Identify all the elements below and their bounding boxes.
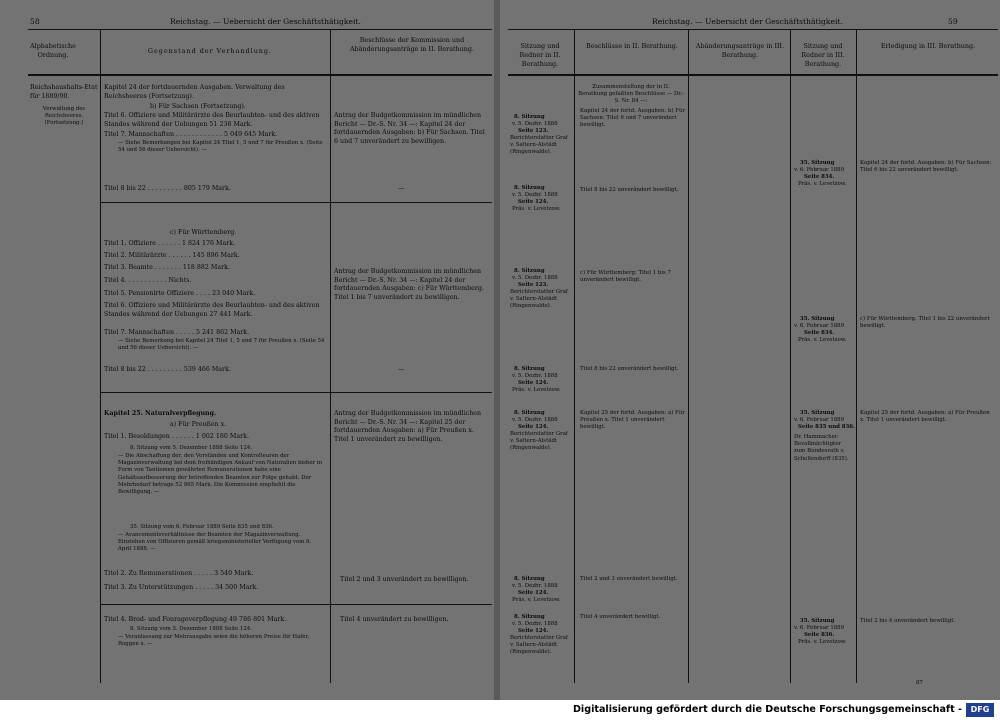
resolution-k25-t4: Titel 4 unverändert bewilligt.: [580, 614, 661, 620]
header-top-rule: [508, 29, 998, 30]
running-head-left: Reichstag. — Uebersicht der Geschäftsthätigkeit.: [170, 17, 361, 26]
sitting-8b-page: Seite 124.: [518, 199, 549, 205]
col-header-amendments-iii: Abänderungsanträge in III. Berathung.: [695, 42, 785, 59]
summary-heading: Zusammenstellung der in II. Berathung gefaßten Beschlüsse — Dr.-S. Nr. 84 —:: [578, 84, 684, 105]
right-page: [500, 0, 1000, 700]
k25-title-4: Titel 4. Brod- und Fourageverpflegung 49 786 801 Mark.: [104, 616, 287, 623]
dash: —: [398, 185, 405, 192]
col-divider: [688, 29, 689, 683]
sitting-8c-page: Seite 123.: [518, 282, 549, 288]
sitting-8a: 8. Sitzung: [514, 114, 545, 120]
wuertt-title-5: Titel 5. Pensionirte Offiziere . . . . 23 040 Mark.: [104, 290, 256, 297]
k25-note: — Die Abschaffung der, den Vorständen und Kontrolleuren der Magazinverwaltung bei dem freihändigen Ankauf von Naturalien bisher in Form von Tantiemen gewährten Remunerationen habe eine Gehaltsaufbesserung der betreffenden Beamten zur Folge gehabt. Der Mehrbedarf betrage 52 865 Mark. Die Kommission empfiehlt die Bewilligung. —: [118, 453, 323, 496]
wuerttemberg-heading: c) Für Württemberg.: [170, 229, 237, 236]
sitting-8c-speaker: Berichterstatter Graf v. Saltern-Alstädt (Ringenwalde).: [510, 289, 568, 310]
col-header-subject: Gegenstand der Verhandlung.: [147, 47, 273, 55]
wuertt-title-3: Titel 3. Beamte . . . . . . . 118 882 Mark.: [104, 264, 230, 271]
sachsen-title-7: Titel 7. Mannschaften . . . . . . . . . . . . 5 049 645 Mark.: [104, 131, 278, 138]
sachsen-title-7-note: — Siehe Bemerkungen bei Kapitel 24 Titel 1, 5 und 7 für Preußen x. (Seite 54 und 56 dieser Uebersicht). —: [118, 140, 323, 154]
col-divider: [100, 29, 101, 683]
disposal-k25-t24: Titel 2 bis 4 unverändert bewilligt.: [860, 618, 956, 624]
header-bottom-rule: [28, 74, 492, 76]
sachsen-title-6: Titel 6. Offiziere und Militärärzte des Beurlaubten- und des aktiven Standes während der Uebungen 51 236 Mark.: [104, 112, 320, 128]
sitting-8c-date: v. 5. Dezbr. 1888: [512, 275, 558, 281]
k25-t4-note: — Veranlassung zur Mehrausgabe seien die höheren Preise für Hafer, Roggen x. —: [118, 634, 310, 648]
sitting-8f-page: Seite 124.: [518, 590, 549, 596]
sitting-35c-page: Seite 835 und 836.: [798, 424, 855, 430]
k25-title-3: Titel 3. Zu Unterstützungen . . . . . 34 500 Mark.: [104, 584, 259, 591]
resolution-k25-t23: Titel 2 und 3 unverändert bewilligt.: [580, 576, 678, 582]
resolution-k25: Kapitel 25 der fortd. Ausgaben: a) Für Preußen x. Titel 1 unverändert bewilligt.: [580, 410, 685, 431]
sitting-8a-date: v. 5. Dezbr. 1888: [512, 121, 558, 127]
k25-title-1: Titel 1. Besoldungen . . . . . . 1 002 180 Mark.: [104, 433, 249, 440]
sitting-8a-speaker: Berichterstatter Graf v. Saltern-Alstädt (Ringenwalde).: [510, 135, 568, 156]
sitting-35d-page: Seite 836.: [804, 632, 835, 638]
col-header-resolutions: Beschlüsse der Kommission und Abänderungsanträge in II. Berathung.: [349, 36, 475, 53]
k25-sitting: 8. Sitzung vom 5. Dezember 1888 Seite 124.: [130, 445, 253, 451]
sitting-8g-page: Seite 124.: [518, 628, 549, 634]
sachsen-heading: b) Für Sachsen (Fortsetzung).: [150, 103, 246, 110]
sitting-8b-date: v. 5. Dezbr. 1888: [512, 192, 558, 198]
wuertt-title-1: Titel 1. Offiziere . . . . . . 1 824 176 Mark.: [104, 240, 236, 247]
sitting-8e-date: v. 5. Dezbr. 1888: [512, 417, 558, 423]
sitting-8e-page: Seite 124.: [518, 424, 549, 430]
page-number-right: 59: [948, 17, 958, 26]
col-header-resolutions-ii: Beschlüsse in II. Berathung.: [586, 42, 678, 50]
sitting-35c-speaker: Dr. Hammacher. Bevollmächtigter zum Bundesrath v. Schellendorff (835).: [794, 434, 849, 462]
sitting-8c: 8. Sitzung: [514, 268, 545, 274]
committee-sachsen: Antrag der Budgetkommission im mündlichen Bericht — Dr.-S. Nr. 34 —: Kapitel 24 der fortdauernden Ausgaben: b) Für Sachsen. Titel 6 und 7 unverändert zu bewilligen.: [334, 112, 485, 145]
sitting-35b-speaker: Präs. v. Levetzow.: [798, 337, 847, 343]
header-bottom-rule: [508, 74, 998, 76]
resolution-sachsen-t8: Titel 8 bis 22 unverändert bewilligt.: [580, 187, 679, 193]
sitting-8d: 8. Sitzung: [514, 366, 545, 372]
resolution-wuerttemberg: c) Für Württemberg: Titel 1 bis 7 unverändert bewilligt.: [580, 270, 671, 284]
sitting-8b: 8. Sitzung: [514, 185, 545, 191]
sitting-8f-speaker: Präs. v. Levetzow.: [512, 597, 561, 603]
sitting-8g: 8. Sitzung: [514, 614, 545, 620]
margin-title: Reichshaushalts-Etat für 1889/90.: [30, 84, 98, 100]
sitting-8b-speaker: Präs. v. Levetzow.: [512, 206, 561, 212]
k25-t4-sitting: 8. Sitzung vom 5. Dezember 1888 Seite 124.: [130, 626, 253, 632]
sitting-35d-date: v. 6. Februar 1889: [794, 625, 845, 631]
sitting-8d-speaker: Präs. v. Levetzow.: [512, 387, 561, 393]
left-page: [0, 0, 494, 700]
k25-note-2: — Avancementsverhältnisse der Beamten der Magazinverwaltung. Einziehen von Offizieren gemäß kriegsministerieller Verfügung vom 8. April 1888. —: [118, 532, 312, 553]
col-header-disposal-iii: Erledigung in III. Berathung.: [880, 42, 976, 50]
page-number-left: 58: [30, 17, 40, 26]
preussen-heading: a) Für Preußen x.: [170, 421, 227, 428]
col-divider: [330, 29, 331, 683]
sitting-8g-date: v. 5. Dezbr. 1888: [512, 621, 558, 627]
disposal-wuerttemberg: c) Für Württemberg. Titel 1 bis 22 unverändert bewilligt.: [860, 316, 990, 330]
committee-k25-t4: Titel 4 unverändert zu bewilligen.: [340, 616, 449, 623]
col-header-sitting-ii: Sitzung und Redner in II. Berathung.: [519, 42, 561, 68]
sitting-35c: 35. Sitzung: [800, 410, 835, 416]
wuertt-title-7-note: — Siehe Bemerkung bei Kapitel 24 Titel 1, 5 und 7 für Preußen x. (Seite 54 und 56 dieser Uebersicht). —: [118, 338, 325, 352]
sachsen-title-8-22: Titel 8 bis 22 . . . . . . . . . 805 179 Mark.: [104, 185, 231, 192]
header-top-rule: [28, 29, 492, 30]
dfg-credit-text: Digitalisierung gefördert durch die Deutsche Forschungsgemeinschaft -: [572, 704, 962, 715]
sitting-8f-date: v. 5. Dezbr. 1888: [512, 583, 558, 589]
sitting-8d-page: Seite 124.: [518, 380, 549, 386]
sitting-35a-date: v. 6. Februar 1889: [794, 167, 845, 173]
col-divider: [574, 29, 575, 683]
wuertt-title-7: Titel 7. Mannschaften . . . . . 5 241 862 Mark.: [104, 329, 250, 336]
k25-sitting-2: 35. Sitzung vom 6. Februar 1889 Seite 835 und 836.: [130, 524, 274, 530]
col-header-alphabetical: Alphabetische Ordnung.: [30, 42, 76, 59]
dash: —: [398, 366, 405, 373]
sitting-35d-speaker: Präs. v. Levetzow.: [798, 639, 847, 645]
sitting-35a-page: Seite 834.: [804, 174, 835, 180]
sitting-35b: 35. Sitzung: [800, 316, 835, 322]
sitting-8f: 8. Sitzung: [514, 576, 545, 582]
sitting-35b-date: v. 6. Februar 1889: [794, 323, 845, 329]
section-rule: [100, 604, 492, 605]
footer-bar: [0, 700, 1000, 720]
sitting-8e: 8. Sitzung: [514, 410, 545, 416]
wuertt-title-4: Titel 4. . . . . . . . . . . Nichts.: [104, 277, 192, 284]
wuertt-title-6: Titel 6. Offiziere und Militärärzte des Beurlaubten- und des aktiven Standes während der Uebungen 27 441 Mark.: [104, 302, 320, 318]
sitting-35a-speaker: Präs. v. Levetzow.: [798, 181, 847, 187]
sitting-35d: 35. Sitzung: [800, 618, 835, 624]
running-head-right: Reichstag. — Uebersicht der Geschäftsthätigkeit.: [652, 17, 843, 26]
disposal-sachsen: Kapitel 24 der fortd. Ausgaben: b) Für Sachsen: Titel 6 bis 22 unverändert bewilligt.: [860, 160, 992, 174]
sitting-35a: 35. Sitzung: [800, 160, 835, 166]
committee-k25: Antrag der Budgetkommission im mündlichen Bericht — Dr.-S. Nr. 34 —: Kapitel 25 der fortdauernden Ausgaben: a) Für Preußen x. Titel 1 unverändert zu bewilligen.: [334, 410, 482, 443]
wuertt-title-8-22: Titel 8 bis 22 . . . . . . . . . 539 466 Mark.: [104, 366, 231, 373]
sitting-8e-speaker: Berichterstatter Graf v. Saltern-Alstädt (Ringenwalde).: [510, 431, 568, 452]
chapter-25-heading: Kapitel 25. Naturalverpflegung.: [104, 410, 217, 417]
section-rule: [100, 202, 492, 203]
dfg-logo: DFG: [966, 703, 994, 717]
committee-wuerttemberg: Antrag der Budgetkommission im mündlichen Bericht — Dr.-S. Nr. 34 —: Kapitel 24 der fortdauernden Ausgaben: c) Für Württemberg. Titel 1 bis 7 unverändert zu bewilligen.: [334, 268, 484, 301]
sitting-8a-page: Seite 123.: [518, 128, 549, 134]
sitting-8g-speaker: Berichterstatter Graf v. Saltern-Alstädt (Ringenwalde).: [510, 635, 568, 656]
sitting-8d-date: v. 5. Dezbr. 1888: [512, 373, 558, 379]
chapter-24-heading: Kapitel 24 der fortdauernden Ausgaben. Verwaltung des Reichsheeres (Fortsetzung).: [104, 84, 285, 100]
col-divider: [790, 29, 791, 683]
committee-k25-t23: Titel 2 und 3 unverändert zu bewilligen.: [340, 576, 469, 583]
sitting-35c-date: v. 6. Februar 1889: [794, 417, 845, 423]
wuertt-title-2: Titel 2. Militärärzte . . . . . . 145 896 Mark.: [104, 252, 240, 259]
section-rule: [100, 392, 492, 393]
col-header-sitting-iii: Sitzung und Redner in III. Berathung.: [801, 42, 845, 68]
disposal-k25: Kapitel 25 der fortd. Ausgaben: a) Für Preußen x. Titel 1 unverändert bewilligt.: [860, 410, 990, 424]
margin-subtitle: Verwaltung des Reichsheeres. (Fortsetzung.): [42, 106, 86, 127]
footnote-number: 87: [916, 680, 923, 686]
col-divider: [856, 29, 857, 683]
resolution-wuertt-t8: Titel 8 bis 22 unverändert bewilligt.: [580, 366, 679, 372]
k25-title-2: Titel 2. Zu Remunerationen . . . . . 3 540 Mark.: [104, 570, 254, 577]
summary-body: Kapitel 24 der fortd. Ausgaben: b) Für Sachsen: Titel 6 und 7 unverändert bewilligt.: [580, 108, 686, 129]
sitting-35b-page: Seite 834.: [804, 330, 835, 336]
